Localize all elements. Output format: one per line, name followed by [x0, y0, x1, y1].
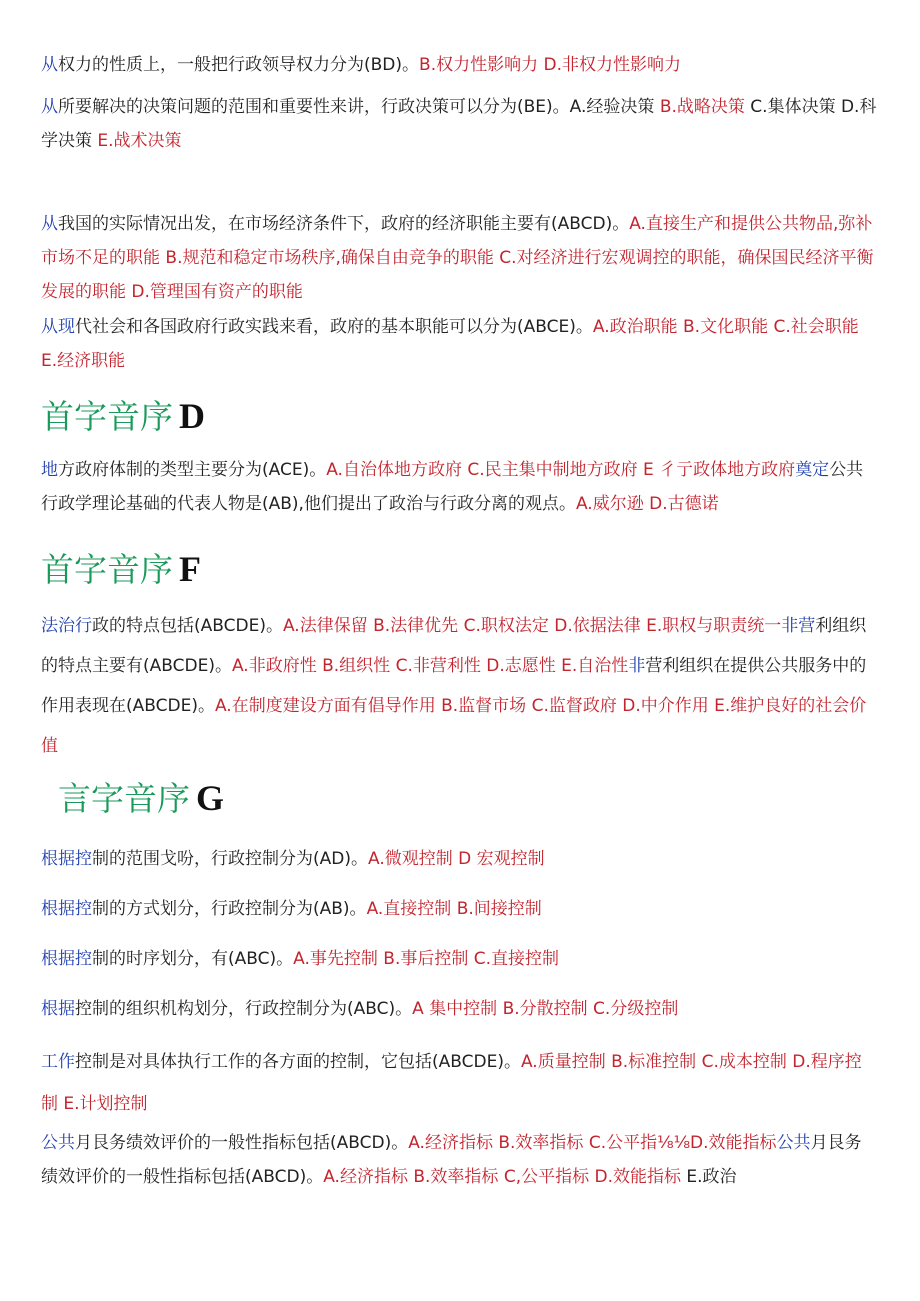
- question-text: 制的范围戈吩，行政控制分为(AD)。: [92, 849, 368, 869]
- question-text: 制的时序划分，有(ABC)。: [92, 949, 294, 969]
- answer-text: A.微观控制 D 宏观控制: [367, 849, 545, 869]
- lead-char: 公共: [41, 1133, 75, 1153]
- lead-char: 根据控: [41, 849, 92, 869]
- paragraph-decision-types: [41, 90, 877, 158]
- answer-text-3: A.在制度建设方面有倡导作用 B.监督市场 C.监督政府 D.中介作用 E.维护良好的社会价值: [41, 696, 867, 756]
- section-heading-f: [41, 547, 201, 592]
- answer-text: A.政治职能 B.文化职能 C.社会职能 E.经济职能: [41, 317, 859, 371]
- paragraph-control-scope: [41, 842, 877, 876]
- lead-char: 从现: [41, 317, 75, 337]
- paragraph-basic-functions: [41, 310, 877, 378]
- paragraph-leadership-power: [41, 48, 877, 82]
- lead-char: 工作: [41, 1052, 75, 1072]
- lead-char-3: 非: [628, 656, 646, 676]
- heading-letter: F: [179, 549, 201, 589]
- question-text-3: 营利组织在提供公共服务中的作用表现在(ABCDE)。: [41, 656, 867, 716]
- lead-char: 从: [41, 214, 58, 234]
- paragraph-control-timing: [41, 942, 877, 976]
- question-text: 代社会和各国政府行政实践来看，政府的基本职能可以分为(ABCE)。: [75, 317, 593, 337]
- paragraph-rule-of-law-nonprofit: [41, 606, 877, 766]
- answer-text: A.直接控制 B.间接控制: [366, 899, 542, 919]
- lead-char: 从: [41, 97, 58, 117]
- question-text: 控制的组织机构划分，行政控制分为(ABC)。: [75, 999, 413, 1019]
- question-text-2: 公共行政学理论基础的代表人物是(AB),他们提出了政治与行政分离的观点。: [41, 460, 864, 514]
- lead-char: 地: [41, 460, 58, 480]
- question-text: 方政府体制的类型主要分为(ACE)。: [58, 460, 327, 480]
- answer-text-2: A.经济指标 B.效率指标 C,公平指标 D.效能指标: [323, 1167, 681, 1187]
- answer-text: A.质量控制 B.标准控制 C.成本控制 D.程序控制 E.计划控制: [41, 1052, 862, 1114]
- heading-title: 首字音序: [41, 397, 173, 436]
- question-text: 控制是对具体执行工作的各方面的控制，它包括(ABCDE)。: [75, 1052, 521, 1072]
- answer-text: B.权力性影响力 D.非权力性影响力: [419, 55, 681, 75]
- answer-text: A.事先控制 B.事后控制 C.直接控制: [293, 949, 560, 969]
- answer-text: A.直接生产和提供公共物品,弥补市场不足的职能 B.规范和稳定市场秩序,确保自由竞争的职能 C.对经济进行宏观调控的职能，确保国民经济平衡发展的职能 D.管理国有资产的职能: [41, 214, 874, 302]
- question-text: 政的特点包括(ABCDE)。: [92, 616, 283, 636]
- heading-letter: D: [179, 396, 205, 436]
- section-heading-g: [58, 776, 224, 821]
- question-text-2: 利组织的特点主要有(ABCDE)。: [41, 616, 867, 676]
- lead-char: 根据控: [41, 899, 92, 919]
- question-text: 制的方式划分，行政控制分为(AB)。: [92, 899, 367, 919]
- question-text-tail: E.政治: [681, 1167, 737, 1187]
- answer-text: A.自治体地方政府 C.民主集中制地方政府 E 彳亍政体地方政府: [326, 460, 796, 480]
- answer-text: A.法律保留 B.法律优先 C.职权法定 D.依据法律 E.职权与职责统一: [282, 616, 782, 636]
- lead-char-2: 公共: [776, 1133, 811, 1153]
- question-text: 所要解决的决策问题的范围和重要性来讲，行政决策可以分为(BE)。A.经验决策: [58, 97, 660, 117]
- paragraph-local-government: [41, 453, 877, 521]
- question-text-2: 月艮务绩效评价的一般性指标包括(ABCD)。: [41, 1133, 862, 1187]
- lead-char: 根据控: [41, 949, 92, 969]
- answer-text: A.经济指标 B.效率指标 C.公平指⅛⅛D.效能指标: [408, 1133, 777, 1153]
- answer-text-2: A.非政府性 B.组织性 C.非营利性 D.志愿性 E.自治性: [231, 656, 629, 676]
- question-text-tail: C.集体决策 D.科学决策: [41, 97, 877, 151]
- paragraph-work-control: [41, 1041, 877, 1125]
- paragraph-performance-indicators: [41, 1126, 877, 1194]
- answer-text: B.战略决策: [659, 97, 745, 117]
- lead-char: 根据: [41, 999, 75, 1019]
- paragraph-control-organization: [41, 992, 877, 1026]
- heading-letter: G: [196, 778, 225, 818]
- paragraph-control-method: [41, 892, 877, 926]
- lead-char: 法治行: [41, 616, 92, 636]
- lead-char-2: 奠定: [795, 460, 830, 480]
- question-text: 我国的实际情况出发，在市场经济条件下，政府的经济职能主要有(ABCD)。: [58, 214, 630, 234]
- section-heading-d: [41, 394, 205, 439]
- heading-title: 首字音序: [41, 550, 173, 589]
- answer-text-2: A.威尔逊 D.古德诺: [575, 494, 719, 514]
- question-text: 月艮务绩效评价的一般性指标包括(ABCD)。: [75, 1133, 409, 1153]
- paragraph-economic-functions: [41, 207, 877, 309]
- lead-char-2: 非营: [781, 616, 816, 636]
- lead-char: 从: [41, 55, 58, 75]
- answer-text-2: E.战术决策: [97, 131, 182, 151]
- answer-text: A 集中控制 B.分散控制 C.分级控制: [412, 999, 679, 1019]
- heading-title: 言字音序: [58, 779, 190, 818]
- question-text: 权力的性质上，一般把行政领导权力分为(BD)。: [58, 55, 420, 75]
